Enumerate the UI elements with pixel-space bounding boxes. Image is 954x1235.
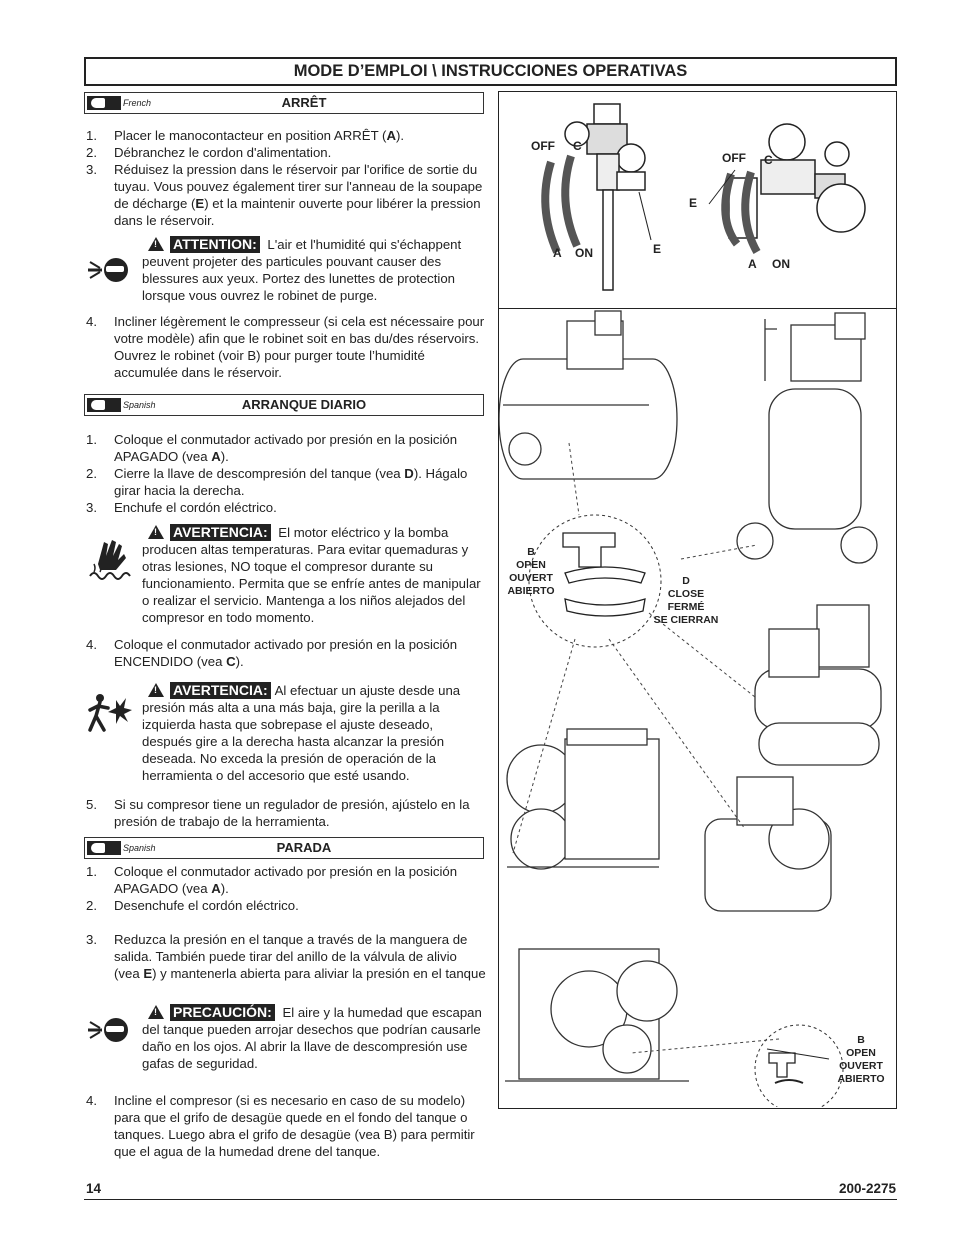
signal-word: AVERTENCIA: — [170, 524, 271, 541]
section-title: ARRÊT — [281, 95, 327, 110]
warning-triangle-icon — [148, 683, 164, 697]
signal-word: ATTENTION: — [170, 236, 260, 253]
language-tag: French — [87, 96, 147, 110]
footer-rule — [84, 1199, 897, 1200]
signal-word: PRECAUCIÓN: — [170, 1004, 275, 1021]
label-e: E — [689, 196, 698, 210]
document-number: 200-2275 — [838, 1181, 896, 1196]
signal-word: AVERTENCIA: — [170, 682, 271, 699]
warning-triangle-icon — [148, 237, 164, 251]
eye-protection-icon — [86, 1008, 132, 1054]
hot-surface-icon — [86, 534, 132, 580]
language-tag: Spanish — [87, 398, 147, 412]
label-off: OFF — [722, 151, 746, 165]
label-on: ON — [772, 257, 790, 271]
pressure-switch-figure — [498, 91, 897, 310]
warning-triangle-icon — [148, 1005, 164, 1019]
label-e: E — [653, 242, 662, 256]
label-c: C — [764, 153, 773, 167]
compressor-illustrations — [499, 309, 895, 1107]
label-on: ON — [575, 246, 593, 260]
burst-hazard-icon — [86, 690, 132, 736]
page-number: 14 — [86, 1181, 102, 1196]
label-b-open: B OPEN OUVERT ABIERTO — [507, 546, 555, 597]
section-header-arranque — [84, 394, 484, 416]
section-header-arret — [84, 92, 484, 114]
language-tag: Spanish — [87, 841, 147, 855]
drain-valve-figure — [498, 308, 897, 1109]
label-b-open: B OPEN OUVERT ABIERTO — [837, 1034, 885, 1085]
label-off: OFF — [531, 139, 555, 153]
section-title: ARRANQUE DIARIO — [241, 397, 367, 412]
warning-triangle-icon — [148, 525, 164, 539]
section-header-parada — [84, 837, 484, 859]
section-title: PARADA — [276, 840, 332, 855]
label-a: A — [553, 246, 562, 260]
page-title: MODE D’EMPLOI \ INSTRUCCIONES OPERATIVAS — [84, 57, 897, 86]
label-c: C — [573, 139, 582, 153]
label-d-close: D CLOSE FERMÉ SE CIERRAN — [653, 575, 719, 626]
label-a: A — [748, 257, 757, 271]
eye-protection-icon — [86, 248, 132, 294]
